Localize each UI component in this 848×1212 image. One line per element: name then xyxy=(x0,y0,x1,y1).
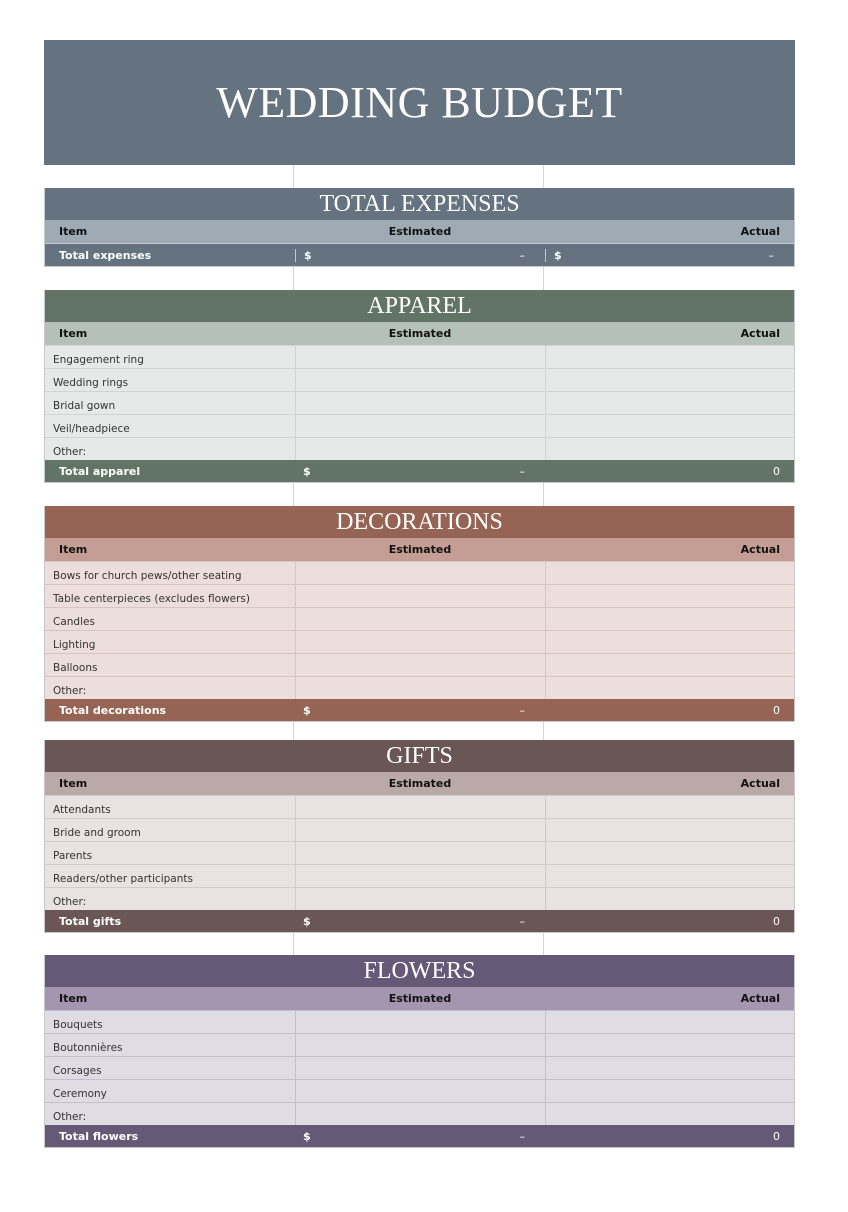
actual-input-cell[interactable] xyxy=(545,438,794,460)
table-row xyxy=(45,607,794,630)
spacer-row xyxy=(44,165,795,188)
table-row xyxy=(45,345,794,368)
item-label[interactable]: Readers/other participants xyxy=(53,873,193,885)
estimated-input-cell[interactable] xyxy=(295,654,545,676)
column-item: Item xyxy=(59,777,88,790)
item-label[interactable]: Other: xyxy=(53,446,87,458)
total-row xyxy=(45,1125,794,1147)
section-heading: TOTAL EXPENSES xyxy=(45,188,794,220)
column-actual: Actual xyxy=(740,777,780,790)
actual-input-cell[interactable] xyxy=(545,842,794,864)
column-header-row xyxy=(45,220,794,243)
estimated-input-cell[interactable] xyxy=(295,438,545,460)
table-row xyxy=(45,653,794,676)
estimated-input-cell[interactable] xyxy=(295,1103,545,1125)
actual-input-cell[interactable] xyxy=(545,677,794,699)
actual-input-cell[interactable] xyxy=(545,415,794,437)
estimated-input-cell[interactable] xyxy=(295,819,545,841)
table-row xyxy=(45,437,794,460)
total-row xyxy=(45,243,794,266)
item-label[interactable]: Bouquets xyxy=(53,1019,103,1031)
actual-cell[interactable]: 0 xyxy=(773,1129,780,1143)
column-header-row xyxy=(45,322,794,345)
column-header-row xyxy=(45,772,794,795)
column-actual: Actual xyxy=(740,327,780,340)
section-heading: FLOWERS xyxy=(45,955,794,987)
item-label[interactable]: Corsages xyxy=(53,1065,102,1077)
table-row xyxy=(45,676,794,699)
table-row xyxy=(45,1010,794,1033)
budget-sheet xyxy=(44,40,795,1148)
estimated-input-cell[interactable] xyxy=(295,888,545,910)
estimated-input-cell[interactable] xyxy=(295,1080,545,1102)
actual-input-cell[interactable] xyxy=(545,585,794,607)
total-label: Total apparel xyxy=(59,464,141,478)
actual-input-cell[interactable] xyxy=(545,608,794,630)
actual-input-cell[interactable] xyxy=(545,865,794,887)
estimated-input-cell[interactable] xyxy=(295,1011,545,1033)
estimated-input-cell[interactable] xyxy=(295,1057,545,1079)
section-heading: DECORATIONS xyxy=(45,506,794,538)
spacer-row xyxy=(44,721,795,740)
actual-cell[interactable]: 0 xyxy=(773,703,780,717)
column-header-row xyxy=(45,538,794,561)
column-item: Item xyxy=(59,992,88,1005)
total-row xyxy=(45,699,794,721)
spacer-row xyxy=(44,266,795,290)
column-estimated: Estimated xyxy=(388,225,452,238)
actual-input-cell[interactable] xyxy=(545,654,794,676)
actual-input-cell[interactable] xyxy=(545,1080,794,1102)
column-header-row xyxy=(45,987,794,1010)
actual-input-cell[interactable] xyxy=(545,1011,794,1033)
table-row xyxy=(45,630,794,653)
actual-input-cell[interactable] xyxy=(545,392,794,414)
estimated-cell[interactable]: $ – xyxy=(303,1129,525,1143)
column-item: Item xyxy=(59,327,88,340)
total-label: Total expenses xyxy=(59,248,152,262)
item-label[interactable]: Other: xyxy=(53,896,87,908)
table-row xyxy=(45,1056,794,1079)
section-decorations xyxy=(44,506,795,721)
estimated-input-cell[interactable] xyxy=(295,608,545,630)
column-actual: Actual xyxy=(740,225,780,238)
column-item: Item xyxy=(59,543,88,556)
estimated-input-cell[interactable] xyxy=(295,796,545,818)
actual-input-cell[interactable] xyxy=(545,346,794,368)
column-estimated: Estimated xyxy=(388,543,452,556)
item-label[interactable]: Veil/headpiece xyxy=(53,423,130,435)
column-actual: Actual xyxy=(740,992,780,1005)
item-label[interactable]: Lighting xyxy=(53,639,96,651)
column-actual: Actual xyxy=(740,543,780,556)
actual-input-cell[interactable] xyxy=(545,819,794,841)
spacer-row xyxy=(44,932,795,955)
total-label: Total gifts xyxy=(59,914,122,928)
table-row xyxy=(45,584,794,607)
estimated-cell[interactable]: $ – xyxy=(303,914,525,928)
actual-input-cell[interactable] xyxy=(545,631,794,653)
item-label[interactable]: Other: xyxy=(53,1111,87,1123)
total-label: Total decorations xyxy=(59,703,167,717)
table-row xyxy=(45,795,794,818)
section-heading: APPAREL xyxy=(45,290,794,322)
total-label: Total flowers xyxy=(59,1129,139,1143)
column-estimated: Estimated xyxy=(388,327,452,340)
estimated-input-cell[interactable] xyxy=(295,631,545,653)
estimated-input-cell[interactable] xyxy=(295,585,545,607)
actual-input-cell[interactable] xyxy=(545,1057,794,1079)
table-row xyxy=(45,864,794,887)
section-gifts xyxy=(44,740,795,932)
estimated-input-cell[interactable] xyxy=(295,865,545,887)
estimated-cell[interactable]: $ – xyxy=(295,249,545,262)
item-label[interactable]: Wedding rings xyxy=(53,377,129,389)
item-label[interactable]: Bridal gown xyxy=(53,400,116,412)
page-title: WEDDING BUDGET xyxy=(216,78,623,127)
table-row xyxy=(45,818,794,841)
section-heading: GIFTS xyxy=(45,740,794,772)
table-row xyxy=(45,841,794,864)
table-row xyxy=(45,887,794,910)
actual-input-cell[interactable] xyxy=(545,369,794,391)
actual-cell[interactable]: $ – xyxy=(545,249,794,262)
actual-input-cell[interactable] xyxy=(545,1103,794,1125)
item-label[interactable]: Ceremony xyxy=(53,1088,107,1100)
estimated-cell[interactable]: $ – xyxy=(303,703,525,717)
total-row xyxy=(45,910,794,932)
section-apparel xyxy=(44,290,795,482)
table-row xyxy=(45,1079,794,1102)
column-item: Item xyxy=(59,225,88,238)
estimated-input-cell[interactable] xyxy=(295,392,545,414)
actual-input-cell[interactable] xyxy=(545,1034,794,1056)
item-label[interactable]: Balloons xyxy=(53,662,98,674)
actual-cell[interactable]: 0 xyxy=(773,464,780,478)
item-label[interactable]: Parents xyxy=(53,850,93,862)
item-label[interactable]: Engagement ring xyxy=(53,354,144,366)
table-row xyxy=(45,561,794,584)
actual-cell[interactable]: 0 xyxy=(773,914,780,928)
table-row xyxy=(45,414,794,437)
item-label[interactable]: Other: xyxy=(53,685,87,697)
item-label[interactable]: Bows for church pews/other seating xyxy=(53,570,242,582)
actual-input-cell[interactable] xyxy=(545,562,794,584)
estimated-input-cell[interactable] xyxy=(295,842,545,864)
estimated-input-cell[interactable] xyxy=(295,415,545,437)
item-label[interactable]: Bride and groom xyxy=(53,827,141,839)
item-label[interactable]: Candles xyxy=(53,616,95,628)
table-row xyxy=(45,1102,794,1125)
column-estimated: Estimated xyxy=(388,992,452,1005)
table-row xyxy=(45,391,794,414)
spacer-row xyxy=(44,482,795,506)
estimated-input-cell[interactable] xyxy=(295,677,545,699)
actual-input-cell[interactable] xyxy=(545,796,794,818)
item-label[interactable]: Boutonnières xyxy=(53,1042,123,1054)
estimated-input-cell[interactable] xyxy=(295,346,545,368)
actual-input-cell[interactable] xyxy=(545,888,794,910)
item-label[interactable]: Table centerpieces (excludes flowers) xyxy=(53,593,251,605)
section-flowers xyxy=(44,955,795,1148)
estimated-cell[interactable]: $ – xyxy=(303,464,525,478)
estimated-input-cell[interactable] xyxy=(295,562,545,584)
column-estimated: Estimated xyxy=(388,777,452,790)
table-row xyxy=(45,368,794,391)
section-total-expenses xyxy=(44,188,795,266)
estimated-input-cell[interactable] xyxy=(295,1034,545,1056)
item-label[interactable]: Attendants xyxy=(53,804,111,816)
table-row xyxy=(45,1033,794,1056)
estimated-input-cell[interactable] xyxy=(295,369,545,391)
title-banner xyxy=(44,40,795,165)
total-row xyxy=(45,460,794,482)
